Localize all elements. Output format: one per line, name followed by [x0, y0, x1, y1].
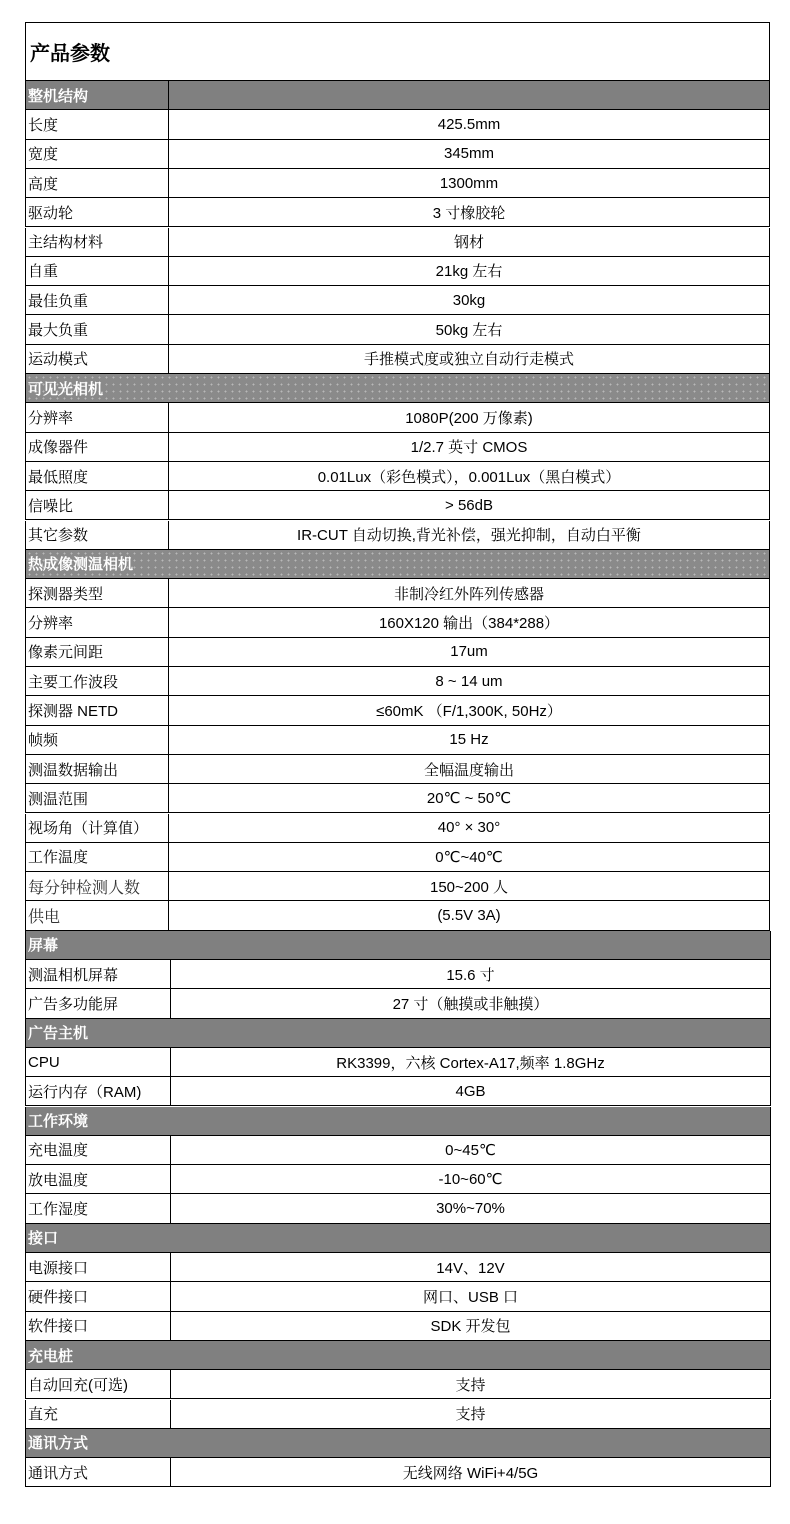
param-value: -10~60℃	[438, 1171, 503, 1189]
table-row	[25, 901, 770, 930]
param-name: 宽度	[26, 140, 169, 168]
table-row	[25, 667, 770, 696]
section-header-label: 接口	[28, 1230, 59, 1248]
param-value: 0℃~40℃	[435, 848, 503, 866]
param-value: 425.5mm	[437, 115, 501, 133]
section-header-label: 可见光相机	[28, 380, 104, 398]
param-name: 探测器 NETD	[26, 696, 169, 724]
param-name: 测温相机屏幕	[26, 960, 171, 988]
table-row	[25, 726, 770, 755]
section-header-label: 热成像测温相机	[28, 556, 134, 574]
param-value: 50kg 左右	[435, 322, 503, 340]
param-name: 工作湿度	[26, 1194, 171, 1222]
param-name: 软件接口	[26, 1312, 171, 1340]
section-header-label: 屏幕	[28, 937, 59, 955]
param-value: 0.01Lux（彩色模式），0.001Lux（黑白模式）	[317, 468, 621, 486]
table-row	[25, 1136, 771, 1165]
param-name: 硬件接口	[26, 1282, 171, 1310]
param-name: 运动模式	[26, 345, 169, 373]
table-row	[25, 579, 770, 608]
table-row	[25, 140, 770, 169]
table-row	[25, 960, 771, 989]
param-name: 广告多功能屏	[26, 989, 171, 1017]
table-row	[25, 696, 770, 725]
param-value: 160X120 输出（384*288）	[378, 615, 560, 633]
param-value: 30kg	[452, 291, 486, 309]
param-value: 支持	[455, 1376, 486, 1394]
section-header	[25, 931, 771, 960]
table-row	[25, 345, 770, 374]
param-name: 像素元间距	[26, 638, 169, 666]
table-row	[25, 843, 770, 872]
param-value: 支持	[455, 1406, 486, 1424]
table-row	[25, 491, 770, 520]
section-header-label: 整机结构	[26, 81, 169, 109]
section-header-label: 充电桩	[28, 1347, 74, 1365]
param-value: 150~200 人	[430, 878, 508, 896]
section-header-label: 工作环境	[28, 1113, 89, 1131]
section-header	[25, 1019, 771, 1048]
param-name: 充电温度	[26, 1136, 171, 1164]
section-header-label: 广告主机	[28, 1025, 89, 1043]
param-value: (5.5V 3A)	[437, 907, 501, 925]
param-value: 全幅温度输出	[423, 761, 514, 779]
param-value: 30%~70%	[436, 1200, 505, 1218]
param-value: 1/2.7 英寸 CMOS	[410, 439, 528, 457]
param-name: 放电温度	[26, 1165, 171, 1193]
param-value: 20℃ ~ 50℃	[426, 790, 512, 808]
table-row	[25, 462, 770, 491]
param-name: 驱动轮	[26, 198, 169, 226]
section-header	[25, 550, 770, 579]
param-value: 1300mm	[439, 174, 499, 192]
param-value: 14V、12V	[436, 1259, 505, 1277]
table-row	[25, 1400, 771, 1429]
table-row	[25, 198, 770, 227]
table-row	[25, 989, 771, 1018]
table-row	[25, 403, 770, 432]
table-row	[25, 872, 770, 901]
param-value: > 56dB	[445, 496, 493, 514]
param-value: 非制冷红外阵列传感器	[393, 585, 544, 603]
param-name: 帧频	[26, 726, 169, 754]
param-name: 供电	[26, 901, 169, 929]
param-value: IR-CUT 自动切换,背光补偿，强光抑制，自动白平衡	[297, 527, 641, 545]
param-value: 21kg 左右	[435, 263, 503, 281]
section-header-label: 通讯方式	[28, 1435, 89, 1453]
param-value: 无线网络 WiFi+4/5G	[402, 1464, 539, 1482]
param-name: 主要工作波段	[26, 667, 169, 695]
table-row	[25, 1312, 771, 1341]
param-name: 电源接口	[26, 1253, 171, 1281]
table-row	[25, 521, 770, 550]
param-value: 0~45℃	[445, 1141, 496, 1159]
section-header	[25, 81, 770, 110]
table-row	[25, 1370, 771, 1399]
param-value: 1080P(200 万像素)	[405, 409, 533, 427]
table-row	[25, 638, 770, 667]
param-name: 分辨率	[26, 403, 169, 431]
param-name: 信噪比	[26, 491, 169, 519]
table-row	[25, 814, 770, 843]
section-header	[25, 374, 770, 403]
param-name: 高度	[26, 169, 169, 197]
section-header	[25, 1429, 771, 1458]
param-value: 8 ~ 14 um	[435, 672, 503, 690]
param-name: 工作温度	[26, 843, 169, 871]
table-row	[25, 228, 770, 257]
param-name: 最佳负重	[26, 286, 169, 314]
param-name: 测温数据输出	[26, 755, 169, 783]
table-row	[25, 257, 770, 286]
param-name: 最低照度	[26, 462, 169, 490]
param-name: 主结构材料	[26, 228, 169, 256]
param-value: 网口、USB 口	[422, 1288, 518, 1306]
table-row	[25, 1458, 771, 1487]
table-row	[25, 1253, 771, 1282]
param-value: ≤60mK （F/1,300K, 50Hz）	[376, 702, 562, 720]
param-value: 15.6 寸	[446, 966, 495, 984]
param-value: 17um	[450, 643, 488, 661]
param-value: SDK 开发包	[430, 1318, 511, 1336]
param-name: 自重	[26, 257, 169, 285]
table-row	[25, 1077, 771, 1106]
param-name: 自动回充(可选)	[26, 1370, 171, 1398]
param-name: 视场角（计算值）	[26, 814, 169, 842]
table-row	[25, 286, 770, 315]
table-row	[25, 1048, 771, 1077]
param-name: 运行内存（RAM)	[26, 1077, 171, 1105]
table-row	[25, 433, 770, 462]
param-value: 345mm	[443, 145, 495, 163]
table-row	[25, 1165, 771, 1194]
param-name: CPU	[26, 1048, 171, 1076]
param-value: 手推模式度或独立自动行走模式	[363, 351, 574, 369]
section-header	[25, 1341, 771, 1370]
table-row	[25, 315, 770, 344]
table-row	[25, 784, 770, 813]
param-value: 40° × 30°	[437, 819, 501, 837]
param-value: 27 寸（触摸或非触摸）	[392, 995, 549, 1013]
table-row	[25, 1282, 771, 1311]
table-row	[25, 755, 770, 784]
table-row	[25, 169, 770, 198]
param-name: 成像器件	[26, 433, 169, 461]
param-name: 分辨率	[26, 608, 169, 636]
param-name: 直充	[26, 1400, 171, 1428]
param-name: 通讯方式	[26, 1458, 171, 1486]
page-title: 产品参数	[30, 43, 110, 65]
param-value: 3 寸橡胶轮	[432, 204, 506, 222]
section-header	[25, 1107, 771, 1136]
table-row	[25, 608, 770, 637]
param-name: 最大负重	[26, 315, 169, 343]
table-row	[25, 110, 770, 139]
param-name: 每分钟检测人数	[26, 872, 169, 900]
param-value: 钢材	[453, 234, 484, 252]
param-value: 15 Hz	[449, 731, 489, 749]
param-name: 测温范围	[26, 784, 169, 812]
section-header-fill	[169, 81, 769, 109]
param-name: 长度	[26, 110, 169, 138]
table-row	[25, 1194, 771, 1223]
param-value: 4GB	[455, 1082, 486, 1100]
section-header	[25, 1224, 771, 1253]
param-name: 其它参数	[26, 521, 169, 549]
title-box	[25, 22, 770, 81]
param-name: 探测器类型	[26, 579, 169, 607]
param-value: RK3399，六核 Cortex-A17,频率 1.8GHz	[336, 1054, 605, 1072]
